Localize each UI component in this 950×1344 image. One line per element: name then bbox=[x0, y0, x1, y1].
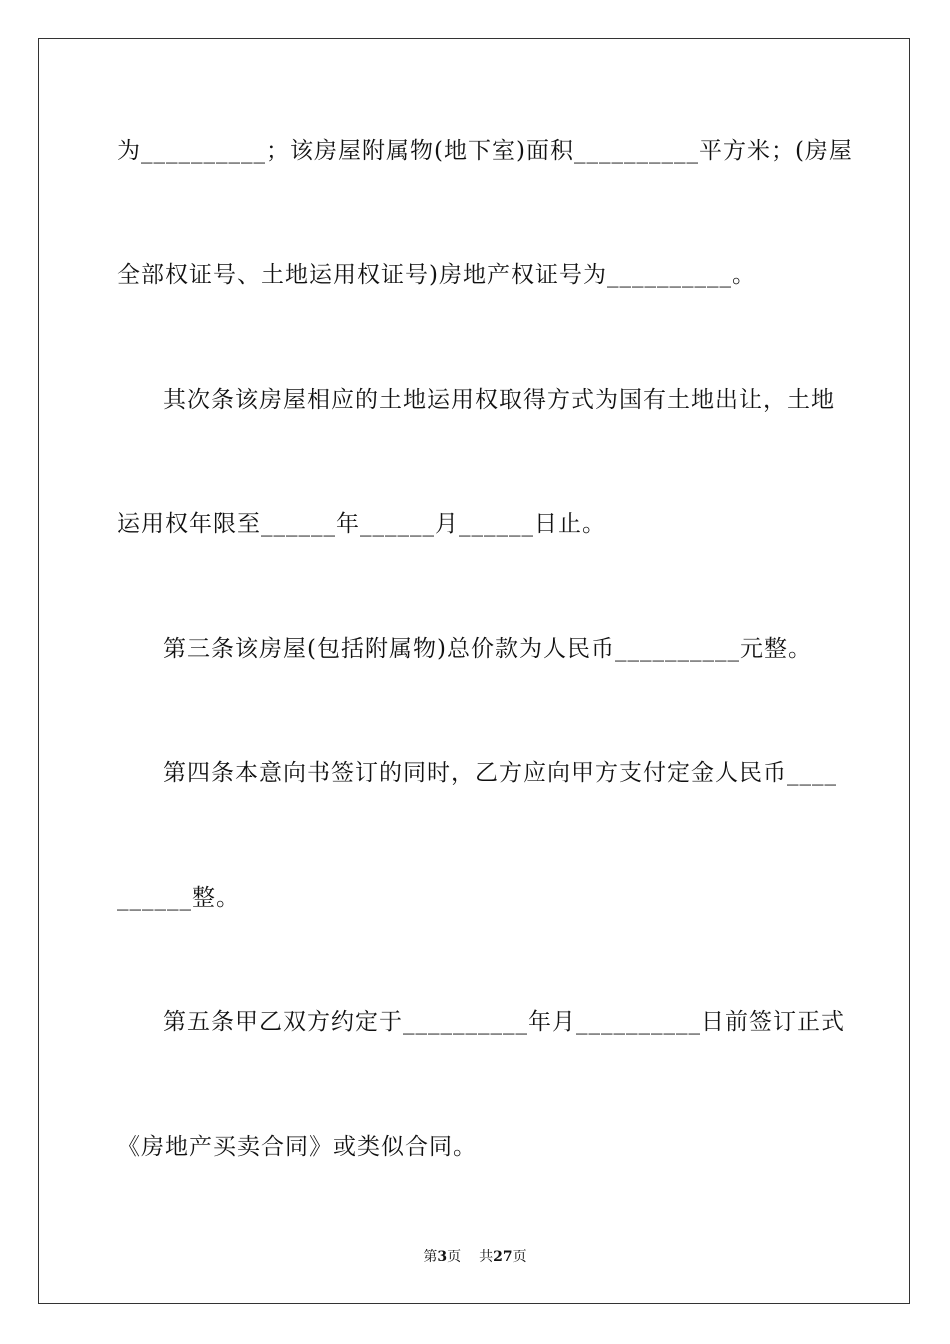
text-line-4: 运用权年限至______年______月______日止。 bbox=[117, 511, 606, 537]
text-line-5: 第三条该房屋(包括附属物)总价款为人民币__________元整。 bbox=[163, 636, 812, 662]
text-line-7: ______整。 bbox=[117, 885, 240, 911]
page-number: 3 bbox=[437, 1249, 448, 1265]
text-line-9: 《房地产买卖合同》或类似合同。 bbox=[117, 1134, 477, 1160]
total-prefix: 共 bbox=[479, 1249, 494, 1265]
text-line-2: 全部权证号、土地运用权证号)房地产权证号为__________。 bbox=[117, 262, 756, 288]
text-line-6: 第四条本意向书签订的同时，乙方应向甲方支付定金人民币____ bbox=[163, 760, 837, 786]
total-suffix: 页 bbox=[512, 1249, 527, 1265]
page-suffix: 页 bbox=[447, 1249, 462, 1265]
page-footer bbox=[0, 1248, 950, 1266]
text-line-3: 其次条该房屋相应的土地运用权取得方式为国有土地出让，土地 bbox=[163, 387, 835, 413]
page-border bbox=[38, 38, 910, 1304]
total-pages: 27 bbox=[493, 1249, 513, 1265]
page-prefix: 第 bbox=[423, 1249, 438, 1265]
text-line-1: 为__________；该房屋附属物(地下室)面积__________平方米；(房屋 bbox=[117, 138, 853, 164]
text-line-8: 第五条甲乙双方约定于__________年月__________日前签订正式 bbox=[163, 1009, 845, 1035]
